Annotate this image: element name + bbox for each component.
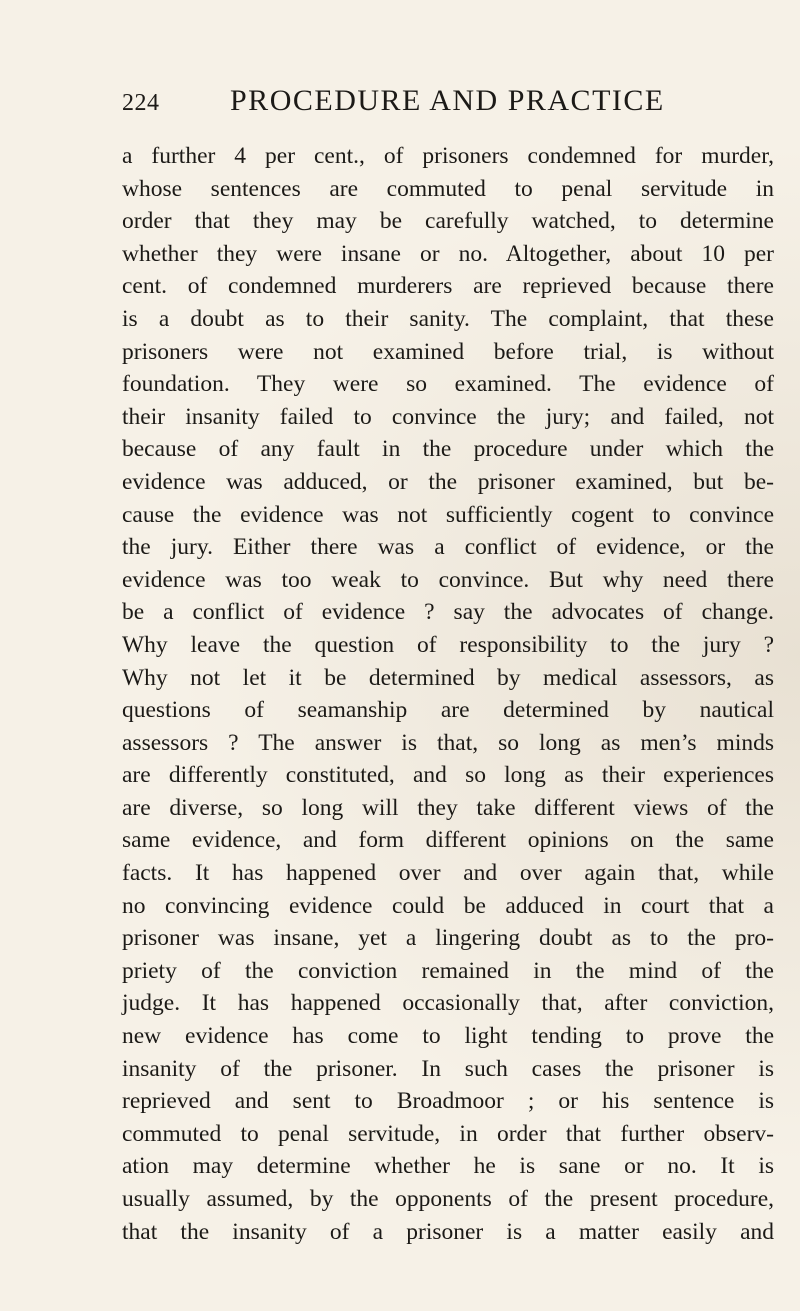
text-line: no convincing evidence could be adduced in court that a [122,892,774,919]
text-line: are diverse, so long will they take different views of the [122,794,774,821]
text-line: are differently constituted, and so long as their experiences [122,762,774,789]
running-head: PROCEDURE AND PRACTICE [230,84,665,117]
text-line: prisoner was insane, yet a lingering doubt as to the pro- [122,925,774,952]
text-line: a further 4 per cent., of prisoners condemned for murder, [122,143,774,169]
text-line: judge. It has happened occasionally that, after conviction, [122,990,774,1017]
text-line: because of any fault in the procedure under which the [122,436,774,463]
text-line: foundation. They were so examined. The evidence of [122,371,774,398]
body-text [122,140,774,1248]
text-line: cause the evidence was not sufficiently cogent to convince [122,501,774,528]
text-line: prisoners were not examined before trial, is without [122,338,774,365]
text-line: same evidence, and form different opinions on the same [122,827,774,854]
text-line: evidence was adduced, or the prisoner examined, but be- [122,468,774,495]
text-line: insanity of the prisoner. In such cases the prisoner is [122,1055,774,1082]
text-line: be a conflict of evidence ? say the advocates of change. [122,599,774,626]
text-line: facts. It has happened over and over again that, while [122,860,774,887]
text-line: priety of the conviction remained in the mind of the [122,957,774,984]
text-line: the jury. Either there was a conflict of evidence, or the [122,534,774,561]
text-line: questions of seamanship are determined by nautical [122,697,774,724]
text-line: reprieved and sent to Broadmoor ; or his sentence is [122,1088,774,1115]
text-line: whether they were insane or no. Altogether, about 10 per [122,240,774,267]
text-line: new evidence has come to light tending to prove the [122,1023,774,1050]
text-line: Why not let it be determined by medical assessors, as [122,664,774,691]
text-line: usually assumed, by the opponents of the present procedure, [122,1186,774,1212]
text-line: Why leave the question of responsibility to the jury ? [122,631,774,658]
text-line: that the insanity of a prisoner is a matter easily and [122,1218,774,1245]
text-line: whose sentences are commuted to penal servitude in [122,175,774,202]
page-header [122,84,682,124]
text-line: cent. of condemned murderers are reprieved because there [122,273,774,300]
text-line: their insanity failed to convince the jury; and failed, not [122,403,774,430]
text-line: is a doubt as to their sanity. The complaint, that these [122,305,774,332]
text-line: ation may determine whether he is sane or no. It is [122,1153,774,1180]
text-line: commuted to penal servitude, in order that further observ- [122,1120,774,1147]
page-number: 224 [122,90,160,116]
text-line: evidence was too weak to convince. But why need there [122,566,774,593]
text-line: order that they may be carefully watched, to determine [122,208,774,235]
text-line: assessors ? The answer is that, so long as men’s minds [122,729,774,756]
